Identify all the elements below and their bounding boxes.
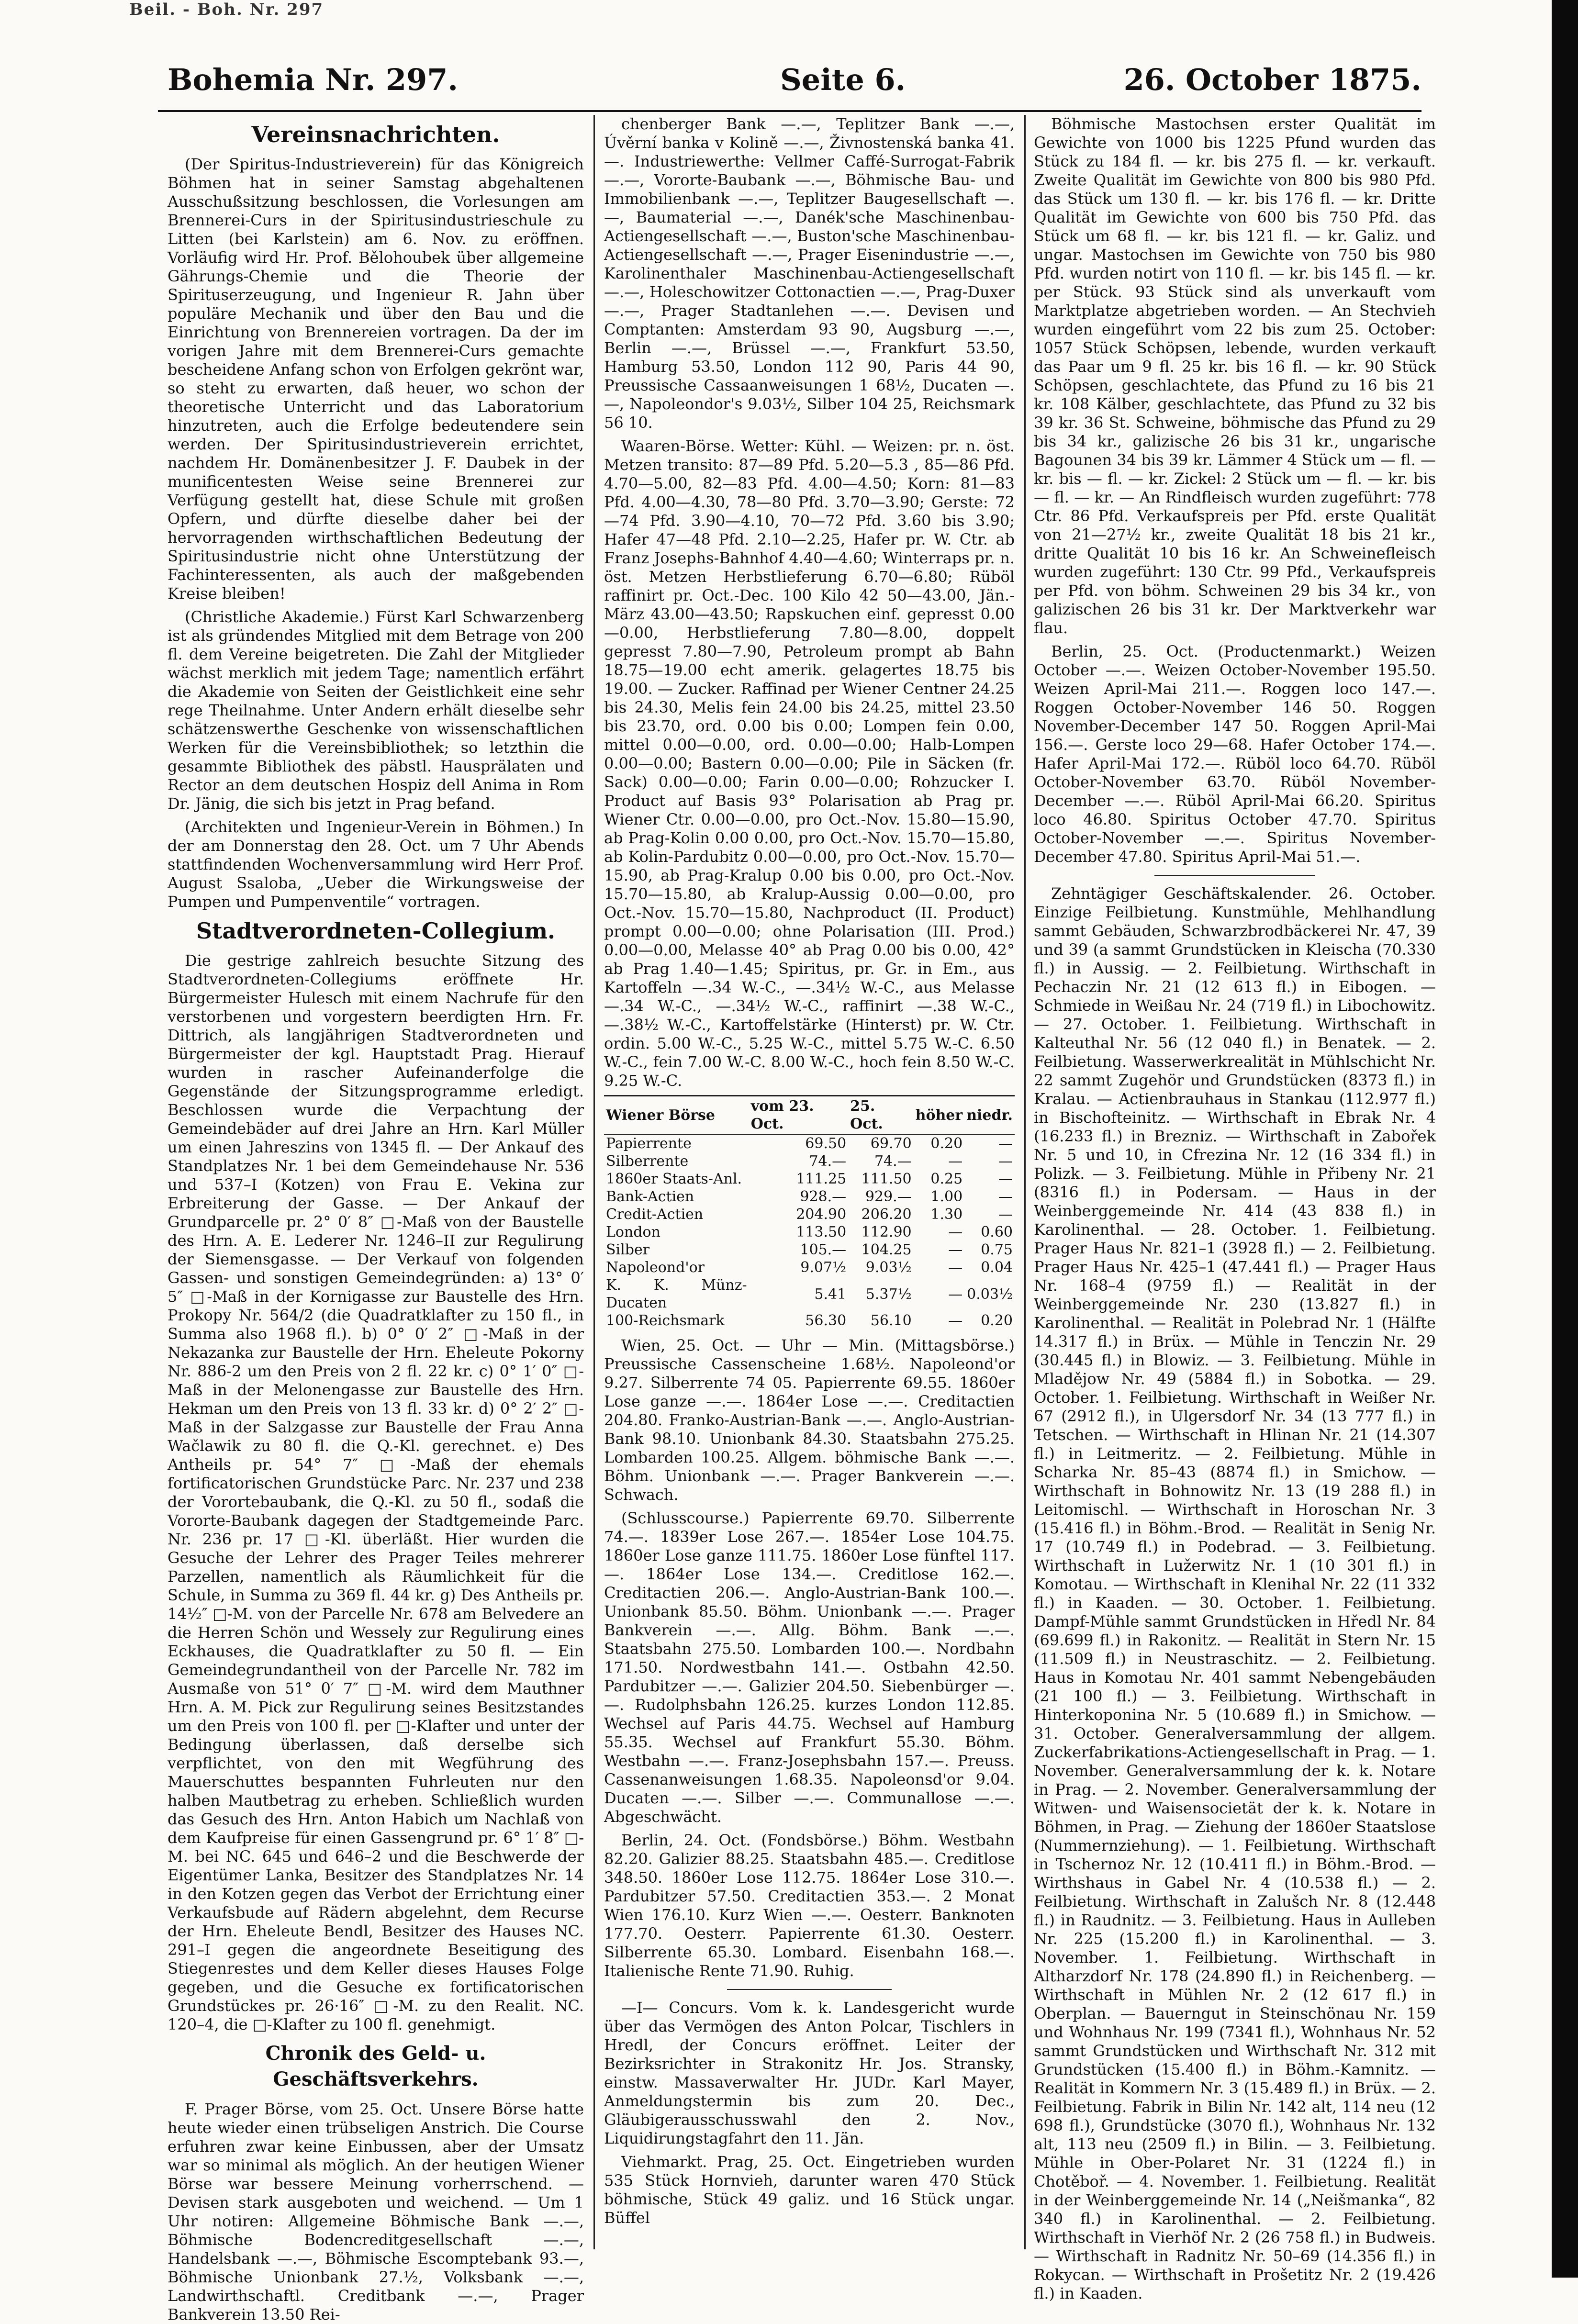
table-cell: — <box>998 1171 1013 1187</box>
table-header-cell: vom 23. Oct. <box>749 1096 848 1135</box>
table-cell: Papierrente <box>606 1135 692 1152</box>
table-cell: 74.— <box>874 1153 912 1170</box>
page-number: Seite 6. <box>780 62 906 97</box>
table-cell: Credit-Actien <box>606 1206 704 1223</box>
table-row <box>604 1152 1015 1170</box>
section-heading-stadtverordneten: Stadtverordneten-Collegium. <box>196 918 556 944</box>
article-spiritus-industrieverein: (Der Spiritus-Industrieverein) für das Königreich Böhmen hat in seiner Samstag abgehaltenen Ausschußsitzung beschlossen, die Vorlesungen am Brennerei-Curs in der Spiritusindustrieschule zu Litten (bei Karlstein) am 6. Nov. zu eröffnen. Vorläufig wird Hr. Prof. Bělohoubek über allgemeine Gährungs-Chemie und die Theorie der Spirituserzeugung, und Ingenieur R. Jahn über populäre Mechanik und über den Bau und die Einrichtung von Brennereien vortragen. Da der im vorigen Jahre mit dem Brennerei-Curs gemachte bescheidene Anfang schon von Erfolgen gekrönt war, so steht zu erwarten, daß heuer, wo schon der theoretische Unterricht und das Laboratorium hinzutreten, auch die Erfolge bedeutendere sein werden. Der Spiritusindustrieverein errichtet, nachdem Hr. Domänenbesitzer J. F. Daubek in der munificentesten Weise seine Brennerei zur Verfügung gestellt hat, diese Schule mit großen Opfern, und dürfte dieselbe daher bei der hervorragenden wirthschaftlichen Bedeutung der Spiritusindustrie nicht ohne Unterstützung der Fachinteressenten, als auch der maßgebenden Kreise bleiben! <box>168 155 584 603</box>
table-cell: Bank-Actien <box>606 1188 694 1205</box>
table-cell: Silber <box>606 1241 650 1258</box>
table-cell: — <box>948 1241 963 1258</box>
table-row <box>604 1312 1015 1330</box>
table-cell: 111.50 <box>861 1171 912 1187</box>
table-header-row <box>604 1096 1015 1135</box>
table-cell: Silberrente <box>606 1153 689 1170</box>
table-cell: 69.70 <box>870 1135 912 1152</box>
table-cell: 206.20 <box>861 1206 912 1223</box>
article-berlin-productenmarkt: Berlin, 25. Oct. (Productenmarkt.) Weizen October —.—. Weizen October-November 195.50. Weizen April-Mai 211.—. Roggen loco 147.—. Roggen October-November 146 50. Roggen November-December 147 50. Roggen April-Mai 156.—. Gerste loco 29—68. Hafer October 174.—. Hafer April-Mai 172.—. Rüböl loco 64.70. Rüböl October-November 63.70. Rüböl November-December —.—. Rüböl April-Mai 66.20. Spiritus loco 46.80. Spiritus October 47.70. Spiritus October-November —.—. Spiritus November-December 47.80. Spiritus April-Mai 51.—. <box>1034 642 1436 866</box>
table-cell: 0.60 <box>981 1224 1013 1240</box>
article-christliche-akademie: (Christliche Akademie.) Fürst Karl Schwarzenberg ist als gründendes Mitglied mit dem Betrage von 200 fl. dem Vereine beigetreten. Die Zahl der Mitglieder wächst merklich mit jedem Tage; namentlich erfährt die Akademie von Seiten der Geistlichkeit eine sehr rege Theilnahme. Unter Andern erhält dieselbe sehr schätzenswerthe Geschenke von wissenschaftlichen Werken für die Vereinsbibliothek; so letzthin die gesammte Bibliothek des päbstl. Hausprälaten und Rector an dem deutschen Hospiz dell Anima in Rom Dr. Jänig, die sich bis jetzt in Prag befand. <box>168 608 584 813</box>
table-cell: Napoleond'or <box>606 1259 705 1276</box>
page-header <box>158 57 1421 112</box>
table-cell: 74.— <box>809 1153 847 1170</box>
table-cell: 0.20 <box>930 1135 963 1152</box>
table-cell: — <box>948 1259 963 1276</box>
table-header-cell: Wiener Börse <box>604 1096 749 1135</box>
table-header-cell: niedr. <box>964 1096 1015 1135</box>
table-cell: 111.25 <box>796 1171 847 1187</box>
article-prager-boerse-cont: chenberger Bank —.—, Teplitzer Bank —.—, Úvěrní banka v Kolině —.—, Živnostenská banka 41.—. Industriewerthe: Vellmer Caffé-Surrogat-Fabrik —.—, Vororte-Baubank —.—, Böhmische Bau- und Immobilienbank —.—, Teplitzer Baugesellschaft —.—, Baumaterial —.—, Danék'sche Maschinenbau-Actiengesellschaft —.—, Buston'sche Maschinenbau-Actiengesellschaft —.—, Prager Eisenindustrie —.—, Karolinenthaler Maschinenbau-Actiengesellschaft —.—, Holeschowitzer Cottonactien —.—, Prag-Duxer —.—, Prager Stadtanlehen —.—. Devisen und Comptanten: Amsterdam 93 90, Augsburg —.—, Berlin —.—, Brüssel —.—, Frankfurt 53.50, Hamburg 53.50, London 112 90, Paris 44 90, Preussische Cassaanweisungen 1 68½, Ducaten —.—, Napoleondor's 9.03½, Silber 104 25, Reichsmark 56 10. <box>604 115 1015 432</box>
column-rule <box>593 115 595 2249</box>
table-cell: 104.25 <box>861 1241 912 1258</box>
divider <box>727 1989 891 1990</box>
section-heading-vereinsnachrichten: Vereinsnachrichten. <box>251 122 500 147</box>
table-cell: 929.— <box>865 1188 912 1205</box>
table-cell: K. K. Münz-Ducaten <box>606 1277 747 1311</box>
table-cell: 204.90 <box>796 1206 847 1223</box>
divider <box>1154 875 1315 876</box>
table-cell: 928.— <box>800 1188 847 1205</box>
table-row <box>604 1134 1015 1152</box>
table-cell: 113.50 <box>796 1224 847 1240</box>
table-cell: 0.04 <box>981 1259 1013 1276</box>
table-row <box>604 1170 1015 1188</box>
column-1 <box>168 115 584 2324</box>
article-concurs: —I— Concurs. Vom k. k. Landesgericht wurde über das Vermögen des Anton Polcar, Tischlers in Hredl, der Concurs eröffnet. Leiter der Bezirksrichter in Strakonitz Hr. Jos. Stransky, einstw. Massaverwalter Hr. JUDr. Karl Mayer, Anmeldungstermin bis zum 20. Dec., Gläubigerausschusswahl den 2. Nov., Liquidirungstagfahrt den 11. Jän. <box>604 1999 1015 2147</box>
table-row <box>604 1206 1015 1223</box>
table-cell: — <box>948 1153 963 1170</box>
column-3 <box>1034 115 1436 2302</box>
scan-edge <box>1552 0 1578 2278</box>
article-prager-boerse: F. Prager Börse, vom 25. Oct. Unsere Börse hatte heute wieder einen trübseligen Anstrich. Die Course erfuhren zwar keine Einbussen, aber der Umsatz war so minimal als möglich. An der heutigen Wiener Börse war bessere Meinung vorherrschend. — Devisen stark ausgeboten und weichend. — Um 1 Uhr notiren: Allgemeine Böhmische Bank —.—, Böhmische Bodencreditgesellschaft —.—, Handelsbank —.—, Böhmische Escomptebank 93.—, Böhmische Unionbank 27.½, Volksbank —.—, Landwirthschaftl. Creditbank —.—, Prager Bankverein 13.50 Rei- <box>168 2100 584 2324</box>
issue-date: 26. October 1875. <box>1123 62 1421 97</box>
table-cell: 56.10 <box>870 1312 912 1329</box>
table-row <box>604 1241 1015 1259</box>
table-row <box>604 1223 1015 1241</box>
wiener-boerse-table <box>604 1095 1015 1330</box>
table-cell: — <box>998 1188 1013 1205</box>
article-geschaeftskalender: Zehntägiger Geschäftskalender. 26. October. Einzige Feilbietung. Kunstmühle, Mehlhandlung sammt Gebäuden, Schwarzbrodbäckerei Nr. 47, 39 und 39 (a sammt Grundstücken in Kleischa (70.330 fl.) in Aussig. — 2. Feilbietung. Wirthschaft in Pechaczin Nr. 21 (12 613 fl.) in Eibogen. — Schmiede in Weißau Nr. 24 (719 fl.) in Libochowitz. — 27. October. 1. Feilbietung. Wirthschaft in Kalteuthal Nr. 56 (12 040 fl.) in Benatek. — 2. Feilbietung. Wasserwerkrealität in Mühlschicht Nr. 22 sammt Zugehör und Grundstücken (8373 fl.) in Kralau. — Actienbrauhaus in Stankau (112.977 fl.) in Bischofteinitz. — Wirthschaft in Ebrak Nr. 4 (16.233 fl.) in Brezniz. — Wirthschaft in Zabořek Nr. 5 und 10, in Cfrezina Nr. 12 (16 334 fl.) in Polizk. — 3. Feilbietung. Mühle in Přibeny Nr. 21 (8316 fl.) in Podersam. — Haus in der Weinberggemeinde Nr. 414 (43 838 fl.) in Karolinenthal. — 28. October. 1. Feilbietung. Prager Haus Nr. 821–1 (3928 fl.) — 2. Feilbietung. Prager Haus Nr. 425–1 (47.441 fl.) — Prager Haus Nr. 168–4 (9759 fl.) — Realität in der Weinberggemeinde Nr. 230 (13.827 fl.) in Karolinenthal. — Realität in Polebrad Nr. 1 (Hälfte 14.317 fl.) in Brüx. — Mühle in Tenczin Nr. 29 (30.445 fl.) in Blowiz. — 3. Feilbietung. Mühle in Mladějow Nr. 49 (5884 fl.) in Sobotka. — 29. October. 1. Feilbietung. Wirthschaft in Weißer Nr. 67 (2912 fl.), in Ulgersdorf Nr. 34 (13 777 fl.) in Tetschen. — Wirthschaft in Hlinan Nr. 21 (14.307 fl.) in Leitmeritz. — 2. Feilbietung. Mühle in Scharka Nr. 85–43 (8874 fl.) in Smichow. — Wirthschaft in Bohnowitz Nr. 13 (19 288 fl.) in Leitomischl. — Wirthschaft in Horoschan Nr. 3 (15.416 fl.) in Böhm.-Brod. — Realität in Senig Nr. 17 (10.749 fl.) in Podebrad. — 3. Feilbietung. Wirthschaft in Lužerwitz Nr. 1 (10 301 fl.) in Komotau. — Wirthschaft in Klenihal Nr. 22 (11 332 fl.) in Kaaden. — 30. October. 1. Feilbietung. Dampf-Mühle sammt Grundstücken in Hředl Nr. 84 (69.699 fl.) in Rakonitz. — Realität in Stern Nr. 15 (11.509 fl.) in Neustraschitz. — 2. Feilbietung. Haus in Komotau Nr. 401 sammt Nebengebäuden (21 100 fl.) — 3. Feilbietung. Wirthschaft in Hinterkoponina Nr. 5 (10.689 fl.) in Smichow. — 31. October. Generalversammlung der allgem. Zuckerfabrikations-Actiengesellschaft in Prag. — 1. November. Generalversammlung der k. k. Notare in Prag. — 2. November. Generalversammlung der Witwen- und Waisensocietät der k. k. Notare in Böhmen, in Prag. — Ziehung der 1860er Staatslose (Nummernziehung). — 1. Feilbietung. Wirthschaft in Tschernoz Nr. 12 (10.411 fl.) in Böhm.-Brod. — Wirthshaus in Gabel Nr. 4 (10.538 fl.) — 2. Feilbietung. Wirthschaft in Zalušch Nr. 8 (12.448 fl.) in Raudnitz. — 3. Feilbietung. Haus in Aulleben Nr. 225 (15.200 fl.) in Karolinenthal. — 3. November. 1. Feilbietung. Wirthschaft in Altharzdorf Nr. 178 (24.890 fl.) in Reichenberg. — Wirthschaft in Mühlen Nr. 2 (12 617 fl.) in Oberplan. — Bauerngut in Steinschönau Nr. 159 und Wohnhaus Nr. 199 (7341 fl.), Wohnhaus Nr. 52 sammt Grundstücken und Wirthschaft Nr. 312 mit Grundstücken (15.400 fl.) in Böhm.-Kamnitz. — Realität in Kommern Nr. 3 (15.489 fl.) in Brüx. — 2. Feilbietung. Fabrik in Bilin Nr. 142 alt, 114 neu (12 698 fl.), Grundstücke (3070 fl.), Wohnhaus Nr. 132 alt, 113 neu (2509 fl.) in Bilin. — 3. Feilbietung. Mühle in Ober-Polaret Nr. 31 (1224 fl.) in Chotěboř. — 4. November. 1. Feilbietung. Realität in der Weinberggemeinde Nr. 14 („Neišmanka“, 82 340 fl.) in Karolinenthal. — 2. Feilbietung. Wirthschaft in Vierhöf Nr. 2 (26 758 fl.) in Budweis. — Wirthschaft in Radnitz Nr. 50–69 (14.356 fl.) in Rokycan. — Wirthschaft in Prošetitz Nr. 2 (19.426 fl.) in Kaaden. <box>1034 884 1436 2302</box>
table-cell: London <box>606 1224 660 1240</box>
table-cell: 56.30 <box>805 1312 847 1329</box>
table-cell: 1.30 <box>930 1206 963 1223</box>
article-architekten-verein: (Architekten und Ingenieur-Verein in Böhmen.) In der am Donnerstag den 28. Oct. um 7 Uhr Abends stattfindenden Wochenversammlung wird Herr Prof. August Ssaloba, „Ueber die Wirkungsweise der Pumpen und Pumpenventile“ vortragen. <box>168 818 584 911</box>
table-row <box>604 1188 1015 1206</box>
article-schlusscourse: (Schlusscourse.) Papierrente 69.70. Silberrente 74.—. 1839er Lose 267.—. 1854er Lose 104.75. 1860er Lose ganze 111.75. 1860er Lose fünftel 117.—. 1864er Lose 134.—. Creditlose 162.—. Creditactien 206.—. Anglo-Austrian-Bank 100.—. Unionbank 85.50. Böhm. Unionbank —.—. Prager Bankverein —.—. Allg. Böhm. Bank —.—. Staatsbahn 275.50. Lombarden 100.—. Nordbahn 171.50. Nordwestbahn 141.—. Ostbahn 42.50. Pardubitzer —.—. Galizier 204.50. Siebenbürger —.—. Rudolphsbahn 126.25. kurzes London 112.85. Wechsel auf Paris 44.75. Wechsel auf Hamburg 55.35. Wechsel auf Frankfurt 55.30. Böhm. Westbahn —.—. Franz-Josephsbahn 157.—. Preuss. Cassenanweisungen 1.68.35. Napoleonsd'or 9.04. Ducaten —.—. Silber —.—. Communallose —.—. Abgeschwächt. <box>604 1509 1015 1826</box>
table-cell: — <box>948 1224 963 1240</box>
article-berlin-fondsboerse: Berlin, 24. Oct. (Fondsbörse.) Böhm. Westbahn 82.20. Galizier 88.25. Staatsbahn 485.—. Creditlose 348.50. 1860er Lose 112.75. 1864er Lose 310.—. Pardubitzer 57.50. Creditactien 353.—. 2 Monat Wien 176.10. Kurz Wien —.—. Oesterr. Banknoten 177.70. Oesterr. Papierrente 61.30. Oesterr. Silberrente 65.30. Lombard. Eisenbahn 168.—. Italienische Rente 71.90. Ruhig. <box>604 1831 1015 1980</box>
table-cell: 112.90 <box>861 1224 912 1240</box>
table-cell: 0.20 <box>981 1312 1013 1329</box>
table-cell: 5.41 <box>814 1285 847 1303</box>
article-viehmarkt-cont: Böhmische Mastochsen erster Qualität im Gewichte von 1000 bis 1225 Pfund wurden das Stück zu 184 fl. — kr. bis 275 fl. — kr. verkauft. Zweite Qualität im Gewichte von 800 bis 980 Pfd. das Stück um 130 fl. — kr. bis 176 fl. — kr. Dritte Qualität im Gewichte von 600 bis 750 Pfd. das Stück um 68 fl. — kr. bis 121 fl. — kr. Galiz. und ungar. Mastochsen im Gewichte von 750 bis 980 Pfd. wurden notirt von 110 fl. — kr. bis 145 fl. — kr. per Stück. 93 Stück sind als unverkauft vom Marktplatze abgetrieben worden. — An Stechvieh wurden eingeführt vom 22 bis zum 25. October: 1057 Stück Schöpsen, lebende, wurden verkauft das Paar um 9 fl. 25 kr. bis 16 fl. — kr. 90 Stück Schöpsen, geschlachtete, das Pfund zu 16 bis 21 kr. 108 Kälber, geschlachtete, das Pfund zu 32 bis 39 kr. 36 St. Schweine, böhmische das Pfund zu 29 bis 34 kr., galizische 26 bis 31 kr., ungarische Bagounen 34 bis 39 kr. Lämmer 4 Stück um — fl. — kr. bis — fl. — kr. Zickel: 2 Stück um — fl. — kr. bis — fl. — kr. — An Rindfleisch wurden zugeführt: 778 Ctr. 86 Pfd. Verkaufspreis per Pfd. erste Qualität von 21—27½ kr., zweite Qualität 18 bis 21 kr., dritte Qualität 10 bis 16 kr. An Schweinefleisch wurden zugeführt: 130 Ctr. 99 Pfd., Verkaufspreis per Pfd. von böhm. Schweinen 29 bis 34 kr., von galizischen 26 bis 31 kr. Der Marktverkehr war flau. <box>1034 115 1436 637</box>
table-cell: — <box>998 1153 1013 1170</box>
table-cell: 1860er Staats-Anl. <box>606 1171 742 1187</box>
article-wien-mittagsboerse: Wien, 25. Oct. — Uhr — Min. (Mittagsbörse.) Preussische Cassenscheine 1.68½. Napoleond'or 9.27. Silberrente 74 05. Papierrente 69.55. 1860er Lose ganze —.—. 1864er Lose —.—. Creditactien 204.80. Franko-Austrian-Bank —.—. Anglo-Austrian-Bank 98.10. Unionbank 84.30. Staatsbahn 275.25. Lombarden 100.25. Allgem. böhmische Bank —.—. Böhm. Unionbank —.—. Prager Bankverein —.—. Schwach. <box>604 1336 1015 1504</box>
table-cell: 0.25 <box>930 1171 963 1187</box>
table-cell: 0.75 <box>981 1241 1013 1258</box>
article-viehmarkt: Viehmarkt. Prag, 25. Oct. Eingetrieben wurden 535 Stück Hornvieh, darunter waren 470 Stück böhmische, Stück 49 galiz. und 16 Stück ungar. Büffel <box>604 2153 1015 2227</box>
table-header-cell: 25. Oct. <box>848 1096 913 1135</box>
table-cell: — <box>998 1206 1013 1223</box>
table-cell: 9.03½ <box>865 1259 912 1276</box>
article-waaren-boerse: Waaren-Börse. Wetter: Kühl. — Weizen: pr. n. öst. Metzen transito: 87—89 Pfd. 5.20—5.3 , 85—86 Pfd. 4.70—5.00, 82—83 Pfd. 4.00—4.50; Korn: 81—83 Pfd. 4.00—4.30, 78—80 Pfd. 3.70—3.90; Gerste: 72—74 Pfd. 3.90—4.10, 70—72 Pfd. 3.60 bis 3.90; Hafer 47—48 Pfd. 2.10—2.25, Hafer pr. W. Ctr. ab Franz Josephs-Bahnhof 4.40—4.60; Winterraps pr. n. öst. Metzen Herbstlieferung 6.70—6.80; Rüböl raffinirt pr. Oct.-Dec. 100 Kilo 42 50—43.00, Jän.-März 43.00—43.50; Rapskuchen einf. gepresst 0.00—0.00, Herbstlieferung 7.80—8.00, doppelt gepresst 7.80—7.90, Petroleum prompt ab Bahn 18.75—19.00 echt amerik. gelagertes 18.75 bis 19.00. — Zucker. Raffinad per Wiener Centner 24.25 bis 24.30, Melis fein 24.00 bis 24.25, mittel 23.50 bis 23.70, ord. 0.00 bis 0.00; Lompen fein 0.00, mittel 0.00—0.00, ord. 0.00—0.00; Halb-Lompen 0.00—0.00; Bastern 0.00—0.00; Pile in Säcken (fr. Sack) 0.00—0.00; Farin 0.00—0.00; Rohzucker I. Product auf Basis 93° Polarisation ab Prag pr. Wiener Ctr. 0.00—0.00, pro Oct.-Nov. 15.80—15.90, ab Prag-Kolin 0.00 0.00, pro Oct.-Nov. 15.70—15.80, ab Kolin-Pardubitz 0.00—0.00, pro Oct.-Nov. 15.70—15.90, ab Prag-Kralup 0.00 bis 0.00, pro Oct.-Nov. 15.70—15.80, ab Kralup-Aussig 0.00—0.00, pro Oct.-Nov. 15.70—15.80, Nachproduct (II. Product) prompt 0.00—0.00; ohne Polarisation (III. Prod.) 0.00—0.00, Melasse 40° ab Prag 0.00 bis 0.00, 42° ab Prag 1.40—1.45; Spiritus, pr. Gr. in Em., aus Kartoffeln —.34 W.-C., —.34½ W.-C., aus Melasse —.34 W.-C., —.34½ W.-C., raffinirt —.38 W.-C., —.38½ W.-C., Kartoffelstärke (Hinterst) pr. W. Ctr. ordin. 5.00 W.-C., 5.25 W.-C., mittel 5.75 W.-C. 6.50 W.-C., fein 7.00 W.-C. 8.00 W.-C., hoch fein 8.50 W.-C. 9.25 W.-C. <box>604 437 1015 1090</box>
table-cell: — <box>948 1312 963 1329</box>
newspaper-issue: Bohemia Nr. 297. <box>168 62 459 97</box>
section-heading-chronik: Chronik des Geld- u. Geschäftsverkehrs. <box>265 2042 486 2090</box>
table-body <box>604 1134 1015 1330</box>
table-cell: 9.07½ <box>800 1259 847 1276</box>
cropped-top-line: Beil. - Boh. Nr. 297 <box>129 0 324 19</box>
table-cell: 1.00 <box>930 1188 963 1205</box>
table-cell: 5.37½ <box>865 1285 912 1303</box>
table-cell: 105.— <box>800 1241 847 1258</box>
table-cell: 0.03½ <box>967 1285 1013 1303</box>
table-row <box>604 1276 1015 1312</box>
article-stadtverordneten-sitzung: Die gestrige zahlreich besuchte Sitzung des Stadtverordneten-Collegiums eröffnete Hr. Bürgermeister Hulesch mit einem Nachrufe für den verstorbenen und vorgestern beerdigten Hrn. Fr. Dittrich, als langjährigen Stadtverordneten und Bürgermeister der kgl. Hauptstadt Prag. Hierauf wurden in rascher Aufeinanderfolge die Gegenstände der Sitzungsprogramme erledigt. Beschlossen wurde die Verpachtung der Gemeindebäder auf drei Jahre an Hrn. Karl Müller um einen Jahreszins von 1345 fl. — Der Ankauf des Standplatzes Nr. 1 bei dem Gemeindehause Nr. 536 und 537–I (Kotzen) von Frau E. Vekina zur Erbreiterung der Gasse. — Der Ankauf der Grundparcelle pr. 2° 0′ 8″ □-Maß von der Baustelle des Hrn. A. E. Lederer Nr. 1246–II zur Regulirung der Siemensgasse. — Der Verkauf von folgenden Gassen- und sonstigen Gemeindegründen: a) 13° 0′ 5″ □-Maß in der Kornigasse zur Baustelle des Hrn. Prokopy Nr. 564/2 (die Quadratklafter zu 150 fl., in Summa also 1968 fl.). b) 0° 0′ 2″ □-Maß in der Nekazanka zur Baustelle der Hrn. Eheleute Pokorny Nr. 886-2 um den Preis von 2 fl. 22 kr. c) 0° 1′ 0″ □-Maß in der Melonengasse zur Baustelle des Hrn. Hekman um den Preis von 13 fl. 33 kr. d) 0° 2′ 2″ □-Maß in der Salzgasse zur Baustelle der Frau Anna Wačlawik zu 80 fl. die Q.-Kl. gerechnet. e) Des Antheils pr. 54° 7″ □-Maß der ehemals fortificatorischen Grundstücke Parc. Nr. 237 und 238 der Vorortebaubank, die Q.-Kl. zu 50 fl., sodaß die Vororte-Baubank dagegen der Stadtgemeinde Parc. Nr. 236 pr. 17 □-Kl. überläßt. Hier wurden die Gesuche der Lehrer des Prager Teiles mehrerer Parzellen, namentlich als Räumlichkeit für die Schule, in Summa zu 369 fl. 44 kr. g) Des Antheils pr. 14½″ □-M. von der Parcelle Nr. 678 am Belvedere an die Herren Schön und Wessely zur Regulirung eines Eckhauses, die Quadratklafter zu 50 fl. — Ein Gemeindegrundantheil von der Parcelle Nr. 782 im Ausmaße von 51° 0′ 7″ □-M. wird dem Mauthner Hrn. A. M. Pick zur Regulirung seines Besitzstandes um den Preis von 100 fl. per □-Klafter und unter der Bedingung überlassen, daß derselbe sich verpflichtet, von den mit Wegführung des Mauerschuttes bespannten Fuhrleuten nur den halben Mautbetrag zu erheben. Schließlich wurden das Gesuch des Hrn. Anton Habich um Nachlaß von dem Kaufpreise für einen Gassengrund pr. 6° 1′ 8″ □-M. bei NC. 645 und 646–2 und die Beschwerde der Eigentümer Lanka, Besitzer des Standplatzes Nr. 14 in den Kotzen gegen das Verbot der Errichtung einer Verkaufsbude auf Rädern abgelehnt, dem Recurse der Hrn. Eheleute Bendl, Besitzer des Hauses NC. 291–I gegen die angeordnete Beseitigung des Stiegenrestes und dem Keller dieses Hauses Folge gegeben, und die Gesuche ex fortificatorischen Grundstückes pr. 26·16″ □-M. zu den Realit. NC. 120–4, die □-Klafter zu 100 fl. genehmigt. <box>168 951 584 2034</box>
table-header-cell: höher <box>914 1096 965 1135</box>
column-2 <box>604 115 1015 2249</box>
table-cell: 69.50 <box>805 1135 847 1152</box>
table-row <box>604 1259 1015 1276</box>
column-rule <box>1024 115 1026 2249</box>
table-cell: 100-Reichsmark <box>606 1312 725 1329</box>
table-cell: — <box>948 1285 963 1303</box>
table-cell: — <box>998 1135 1013 1152</box>
